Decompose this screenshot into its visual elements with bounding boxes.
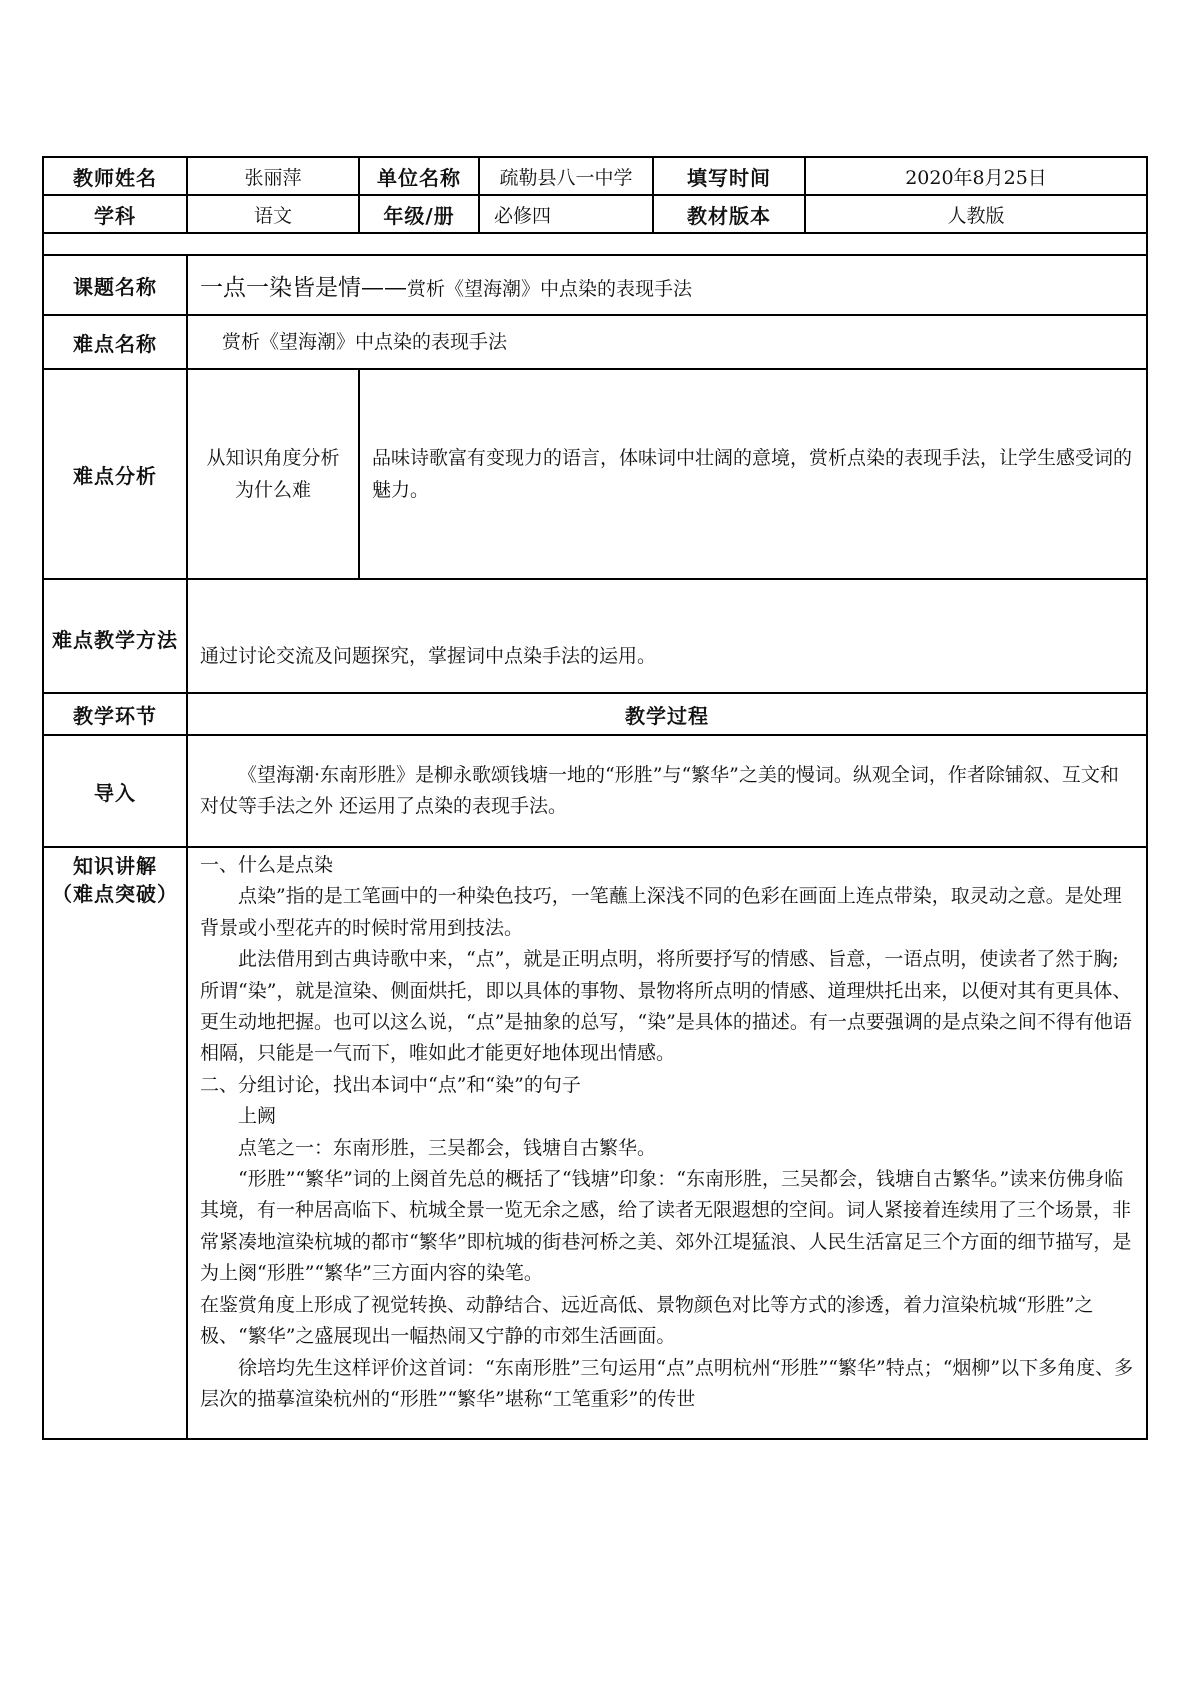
- topic-sub-text: 赏析《望海潮》中点染的表现手法: [407, 277, 693, 300]
- analysis-row: [43, 369, 1147, 579]
- grade-value: 必修四: [479, 195, 653, 233]
- grade-label: 年级/册: [359, 195, 479, 233]
- teacher-name-label: 教师姓名: [43, 157, 187, 195]
- topic-row: [43, 255, 1147, 315]
- knowledge-paragraph: 在鉴赏角度上形成了视觉转换、动静结合、远近高低、景物颜色对比等方式的渗透，着力渲染杭城“形胜”之极、“繁华”之盛展现出一幅热闹又宁静的市郊生活画面。: [200, 1293, 1094, 1348]
- topic-value: [187, 255, 1147, 315]
- knowledge-label: [43, 847, 187, 1439]
- intro-paragraph: 《望海潮·东南形胜》是柳永歌颂钱塘一地的“形胜”与“繁华”之美的慢词。纵观全词，作者除铺叙、互文和对仗等手法之外 还运用了点染的表现手法。: [200, 763, 1119, 817]
- analysis-label: 难点分析: [43, 369, 187, 579]
- knowledge-label-line2: （难点突破）: [52, 882, 178, 906]
- analysis-sub-label: 从知识角度分析为什么难: [187, 369, 359, 579]
- method-row: [43, 579, 1147, 693]
- spacer-cell: [43, 233, 1147, 255]
- topic-main-text: 一点一染皆是情——: [200, 274, 407, 301]
- unit-name-label: 单位名称: [359, 157, 479, 195]
- fill-date-value: 2020年8月25日: [805, 157, 1147, 195]
- process-title: 教学过程: [187, 693, 1147, 735]
- knowledge-paragraph: 上阙: [238, 1105, 277, 1128]
- subject-value: 语文: [187, 195, 359, 233]
- analysis-value: 品味诗歌富有变现力的语言，体味词中壮阔的意境，赏析点染的表现手法，让学生感受词的魅力。: [359, 369, 1147, 579]
- knowledge-content: [187, 847, 1147, 1439]
- intro-row: [43, 735, 1147, 847]
- intro-value: [187, 735, 1147, 847]
- topic-label: 课题名称: [43, 255, 187, 315]
- difficulty-value: 赏析《望海潮》中点染的表现手法: [187, 315, 1147, 369]
- process-header-row: [43, 693, 1147, 735]
- knowledge-paragraph: 点染”指的是工笔画中的一种染色技巧，一笔蘸上深浅不同的色彩在画面上连点带染，取灵动之意。是处理背景或小型花卉的时候时常用到技法。: [200, 885, 1122, 939]
- knowledge-paragraph: “形胜”“繁华”词的上阕首先总的概括了“钱塘”印象：“东南形胜，三吴都会，钱塘自古繁华。”读来仿佛身临其境，有一种居高临下、杭城全景一览无余之感，给了读者无限遐想的空间。词人紧接着连续用了三个场景，非常紧凑地渲染杭城的都市“繁华”即杭城的街巷河桥之美、郊外江堤猛浪、人民生活富足三个方面的细节描写，是为上阕“形胜”“繁华”三方面内容的染笔。: [200, 1168, 1132, 1285]
- knowledge-paragraph: 点笔之一：东南形胜，三吴都会，钱塘自古繁华。: [238, 1136, 657, 1159]
- knowledge-paragraph: 此法借用到古典诗歌中来，“点”，就是正明点明，将所要抒写的情感、旨意，一语点明，使读者了然于胸;所谓“染”，就是渲染、侧面烘托，即以具体的事物、景物将所点明的情感、道理烘托出来，以便对其有更具体、更生动地把握。也可以这么说，“点”是抽象的总写，“染”是具体的描述。有一点要强调的是点染之间不得有他语相隔，只能是一气而下，唯如此才能更好地体现出情感。: [200, 948, 1132, 1065]
- subject-label: 学科: [43, 195, 187, 233]
- edition-label: 教材版本: [653, 195, 805, 233]
- difficulty-row: [43, 315, 1147, 369]
- knowledge-row: [43, 847, 1147, 1439]
- knowledge-heading-2: 二、分组讨论，找出本词中“点”和“染”的句子: [200, 1073, 581, 1096]
- method-value: 通过讨论交流及问题探究，掌握词中点染手法的运用。: [187, 579, 1147, 693]
- intro-label: 导入: [43, 735, 187, 847]
- knowledge-heading-1: 一、什么是点染: [200, 854, 334, 876]
- spacer-row: [43, 233, 1147, 255]
- lesson-plan-table: [42, 156, 1148, 1440]
- difficulty-label: 难点名称: [43, 315, 187, 369]
- fill-date-label: 填写时间: [653, 157, 805, 195]
- knowledge-paragraph: 徐培均先生这样评价这首词：“东南形胜”三句运用“点”点明杭州“形胜”“繁华”特点；“烟柳”以下多角度、多层次的描摹渲染杭州的“形胜”“繁华”堪称“工笔重彩”的传世: [200, 1356, 1134, 1410]
- edition-value: 人教版: [805, 195, 1147, 233]
- header-row-1: [43, 157, 1147, 195]
- unit-name-value: 疏勒县八一中学: [479, 157, 653, 195]
- lesson-plan-form: [42, 156, 1146, 1440]
- teacher-name-value: 张丽萍: [187, 157, 359, 195]
- process-stage-label: 教学环节: [43, 693, 187, 735]
- method-label: 难点教学方法: [43, 579, 187, 693]
- knowledge-label-line1: 知识讲解: [73, 854, 157, 878]
- header-row-2: [43, 195, 1147, 233]
